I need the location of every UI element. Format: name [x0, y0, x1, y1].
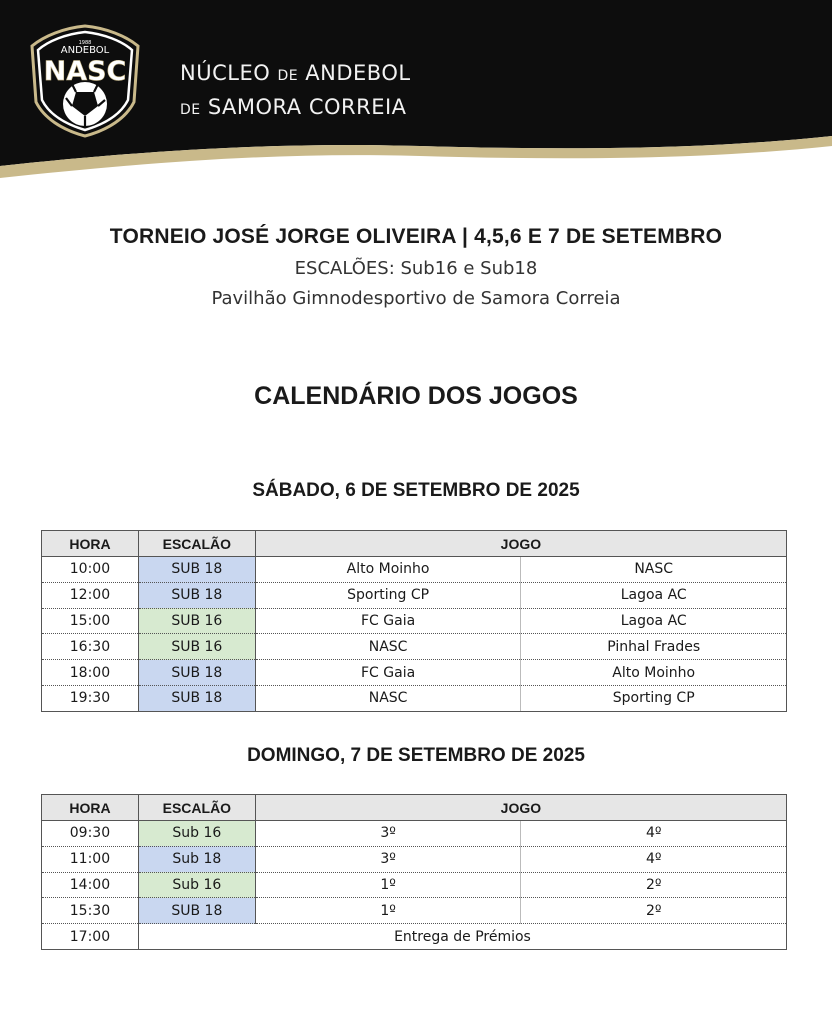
header-banner: [0, 0, 832, 180]
match-time: 19:30: [42, 685, 139, 711]
table-row-ceremony: [42, 924, 787, 950]
table-row: [42, 685, 787, 711]
match-home-team: FC Gaia: [255, 608, 521, 634]
tournament-categories: ESCALÕES: Sub16 e Sub18: [294, 258, 538, 279]
calendar-title: CALENDÁRIO DOS JOGOS: [254, 382, 578, 410]
organization-name: [180, 58, 411, 126]
match-time: 15:00: [42, 608, 139, 634]
match-away-team: Sporting CP: [521, 685, 787, 711]
nasc-logo: [26, 22, 144, 140]
match-time: 15:30: [42, 898, 139, 924]
match-time: 11:00: [42, 846, 139, 872]
column-header-escalao: ESCALÃO: [138, 531, 255, 557]
match-away-team: Lagoa AC: [521, 582, 787, 608]
match-away-team: Alto Moinho: [521, 660, 787, 686]
match-away-team: NASC: [521, 557, 787, 583]
table-header-row: [42, 795, 787, 821]
match-away-team: Pinhal Frades: [521, 634, 787, 660]
match-away-team: 4º: [521, 846, 787, 872]
match-time: 14:00: [42, 872, 139, 898]
schedule-table-saturday: [41, 530, 787, 712]
match-time: 10:00: [42, 557, 139, 583]
table-row: [42, 846, 787, 872]
match-category: Sub 16: [138, 821, 255, 847]
logo-arc-text: ANDEBOL: [60, 45, 110, 56]
match-home-team: NASC: [255, 685, 521, 711]
match-category: SUB 18: [138, 582, 255, 608]
tournament-title: TORNEIO JOSÉ JORGE OLIVEIRA | 4,5,6 E 7 DE SETEMBRO: [109, 225, 723, 248]
ceremony-label: Entrega de Prémios: [138, 924, 786, 950]
tournament-info: [0, 220, 832, 314]
match-home-team: Sporting CP: [255, 582, 521, 608]
logo-year: 1988: [78, 40, 92, 46]
table-row: [42, 608, 787, 634]
column-header-jogo: JOGO: [255, 795, 786, 821]
day-title-saturday: SÁBADO, 6 DE SETEMBRO DE 2025: [252, 480, 580, 501]
ceremony-time: 17:00: [42, 924, 139, 950]
schedule-table-sunday: [41, 794, 787, 950]
match-time: 16:30: [42, 634, 139, 660]
tournament-venue: Pavilhão Gimnodesportivo de Samora Correia: [211, 288, 621, 309]
match-time: 09:30: [42, 821, 139, 847]
table-row: [42, 660, 787, 686]
table-row: [42, 898, 787, 924]
match-category: SUB 18: [138, 685, 255, 711]
match-time: 18:00: [42, 660, 139, 686]
match-home-team: NASC: [255, 634, 521, 660]
match-category: Sub 16: [138, 872, 255, 898]
table-row: [42, 821, 787, 847]
column-header-hora: HORA: [42, 795, 139, 821]
match-home-team: FC Gaia: [255, 660, 521, 686]
table-row: [42, 634, 787, 660]
table-row: [42, 872, 787, 898]
match-away-team: 2º: [521, 872, 787, 898]
match-away-team: Lagoa AC: [521, 608, 787, 634]
logo-letters: NASC: [43, 56, 127, 87]
match-away-team: 4º: [521, 821, 787, 847]
table-header-row: [42, 531, 787, 557]
match-home-team: Alto Moinho: [255, 557, 521, 583]
match-time: 12:00: [42, 582, 139, 608]
match-category: SUB 16: [138, 608, 255, 634]
match-category: Sub 18: [138, 846, 255, 872]
org-name-line-1: NÚCLEO DE ANDEBOL: [180, 61, 411, 85]
match-category: SUB 18: [138, 898, 255, 924]
match-category: SUB 18: [138, 660, 255, 686]
table-row: [42, 557, 787, 583]
match-category: SUB 18: [138, 557, 255, 583]
match-category: SUB 16: [138, 634, 255, 660]
column-header-jogo: JOGO: [255, 531, 786, 557]
day-title-sunday: DOMINGO, 7 DE SETEMBRO DE 2025: [247, 745, 585, 766]
match-home-team: 1º: [255, 872, 521, 898]
match-home-team: 3º: [255, 821, 521, 847]
match-away-team: 2º: [521, 898, 787, 924]
match-home-team: 1º: [255, 898, 521, 924]
column-header-escalao: ESCALÃO: [138, 795, 255, 821]
column-header-hora: HORA: [42, 531, 139, 557]
table-row: [42, 582, 787, 608]
org-name-line-2: DE SAMORA CORREIA: [180, 95, 407, 119]
match-home-team: 3º: [255, 846, 521, 872]
